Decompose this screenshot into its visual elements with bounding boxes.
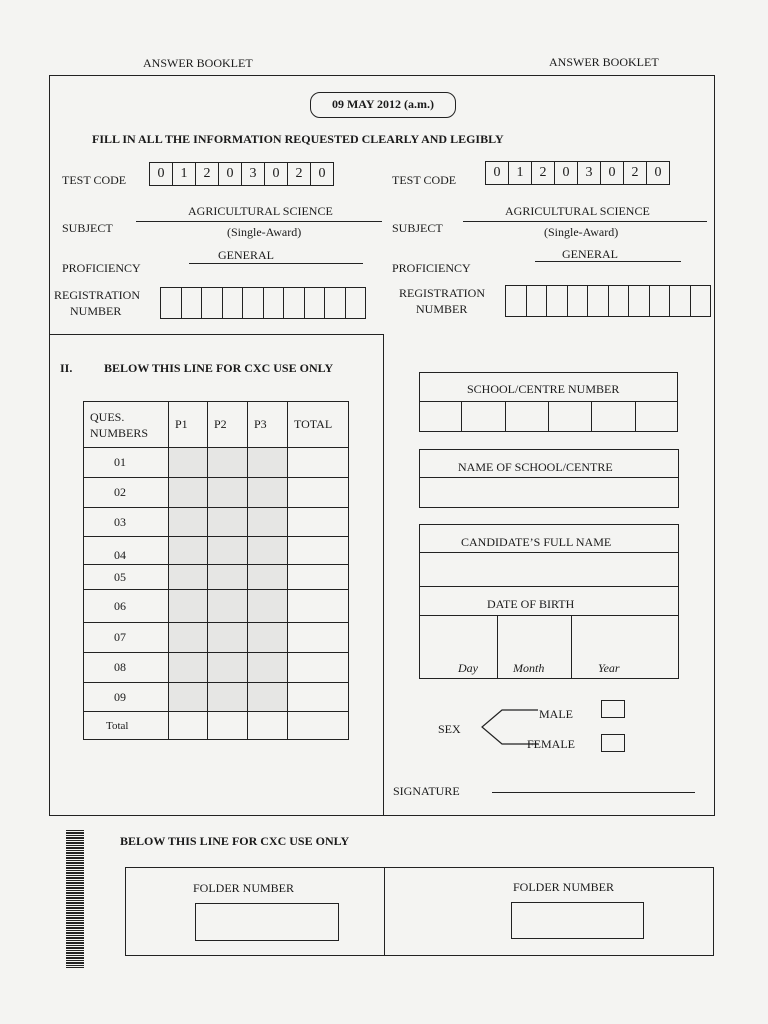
school-centre-number-label: SCHOOL/CENTRE NUMBER bbox=[467, 382, 620, 396]
row-label: 07 bbox=[84, 623, 169, 653]
left-proficiency-value: GENERAL bbox=[218, 248, 274, 262]
right-test-code-digit: 0 bbox=[601, 162, 624, 184]
sex-male-label: MALE bbox=[539, 707, 573, 721]
left-test-code-boxes bbox=[149, 162, 334, 186]
folder-number-label-right: FOLDER NUMBER bbox=[513, 880, 615, 894]
left-proficiency-label: PROFICIENCY bbox=[62, 261, 141, 275]
barcode-image bbox=[66, 830, 84, 968]
row-label: 01 bbox=[84, 448, 169, 478]
row-label: 09 bbox=[84, 683, 169, 712]
table-row bbox=[84, 590, 349, 623]
right-proficiency-line bbox=[535, 261, 681, 262]
right-header-title: ANSWER BOOKLET bbox=[549, 55, 659, 69]
right-test-code-digit: 2 bbox=[624, 162, 647, 184]
right-subject-value: AGRICULTURAL SCIENCE bbox=[505, 204, 650, 218]
section-two-numeral: II. bbox=[60, 361, 73, 375]
right-test-code-digit: 0 bbox=[555, 162, 578, 184]
left-test-code-digit: 1 bbox=[173, 163, 196, 185]
left-registration-label: NUMBER bbox=[70, 304, 122, 318]
right-registration-label: REGISTRATION bbox=[399, 286, 485, 300]
dob-month-label: Month bbox=[513, 661, 545, 675]
row-label: 08 bbox=[84, 653, 169, 683]
row-label: 04 bbox=[84, 537, 169, 565]
table-row bbox=[84, 537, 349, 565]
right-subject-label: SUBJECT bbox=[392, 221, 443, 235]
school-centre-number-cells[interactable] bbox=[419, 401, 678, 432]
header-p3: P3 bbox=[248, 402, 288, 448]
right-proficiency-label: PROFICIENCY bbox=[392, 261, 471, 275]
folder-number-label-left: FOLDER NUMBER bbox=[193, 881, 295, 895]
right-proficiency-value: GENERAL bbox=[562, 247, 618, 261]
left-subject-label: SUBJECT bbox=[62, 221, 113, 235]
signature-line[interactable] bbox=[492, 792, 695, 793]
marks-table-header bbox=[84, 402, 349, 448]
table-row bbox=[84, 623, 349, 653]
fill-in-instruction: FILL IN ALL THE INFORMATION REQUESTED CLEARLY AND LEGIBLY bbox=[92, 132, 504, 146]
folder-number-field-left[interactable] bbox=[195, 903, 339, 941]
left-registration-boxes[interactable] bbox=[160, 287, 366, 319]
school-name-label: NAME OF SCHOOL/CENTRE bbox=[458, 460, 613, 474]
right-test-code-digit: 1 bbox=[509, 162, 532, 184]
table-row bbox=[84, 565, 349, 590]
marks-table bbox=[83, 401, 349, 740]
header-p1: P1 bbox=[169, 402, 208, 448]
left-subject-value: AGRICULTURAL SCIENCE bbox=[188, 204, 333, 218]
dob-day-label: Day bbox=[458, 661, 478, 675]
table-row bbox=[84, 653, 349, 683]
right-test-code-digit: 3 bbox=[578, 162, 601, 184]
header-p2: P2 bbox=[208, 402, 248, 448]
right-registration-label: NUMBER bbox=[416, 302, 468, 316]
sex-female-checkbox[interactable] bbox=[601, 734, 625, 752]
left-test-code-digit: 0 bbox=[265, 163, 288, 185]
table-row bbox=[84, 683, 349, 712]
left-test-code-digit: 2 bbox=[288, 163, 311, 185]
left-proficiency-line bbox=[189, 263, 363, 264]
bottom-section-title: BELOW THIS LINE FOR CXC USE ONLY bbox=[120, 834, 350, 848]
right-test-code-boxes bbox=[485, 161, 670, 185]
right-test-code-digit: 0 bbox=[654, 165, 662, 180]
left-test-code-digit: 0 bbox=[150, 163, 173, 185]
table-row bbox=[84, 448, 349, 478]
left-test-code-digit: 0 bbox=[318, 166, 326, 181]
header-ques: QUES. bbox=[90, 409, 125, 424]
signature-label: SIGNATURE bbox=[393, 784, 460, 798]
row-label: 06 bbox=[84, 590, 169, 623]
left-subject-note: (Single-Award) bbox=[227, 225, 302, 239]
left-registration-label: REGISTRATION bbox=[54, 288, 140, 302]
right-test-code-label: TEST CODE bbox=[392, 173, 457, 187]
row-label: 05 bbox=[84, 565, 169, 590]
table-row bbox=[84, 712, 349, 740]
section-two-title: BELOW THIS LINE FOR CXC USE ONLY bbox=[104, 361, 334, 375]
sex-label: SEX bbox=[438, 722, 461, 736]
table-row bbox=[84, 478, 349, 508]
sex-male-checkbox[interactable] bbox=[601, 700, 625, 718]
row-label: 02 bbox=[84, 478, 169, 508]
school-name-box[interactable] bbox=[419, 449, 679, 508]
row-label: 03 bbox=[84, 508, 169, 537]
right-registration-boxes[interactable] bbox=[505, 285, 711, 317]
left-test-code-label: TEST CODE bbox=[62, 173, 127, 187]
sex-female-label: FEMALE bbox=[527, 737, 575, 751]
table-row bbox=[84, 508, 349, 537]
left-subject-line bbox=[136, 221, 382, 222]
left-test-code-digit: 0 bbox=[219, 163, 242, 185]
right-test-code-digit: 2 bbox=[532, 162, 555, 184]
right-subject-note: (Single-Award) bbox=[544, 225, 619, 239]
left-test-code-digit: 3 bbox=[242, 163, 265, 185]
left-test-code-digit: 2 bbox=[196, 163, 219, 185]
left-header-title: ANSWER BOOKLET bbox=[143, 56, 253, 70]
candidate-name-field[interactable] bbox=[419, 553, 679, 585]
date-of-birth-label: DATE OF BIRTH bbox=[487, 597, 575, 611]
folder-number-field-right[interactable] bbox=[511, 902, 644, 939]
right-subject-line bbox=[463, 221, 707, 222]
row-label: Total bbox=[84, 712, 169, 740]
dob-year-label: Year bbox=[598, 661, 620, 675]
exam-date-label: 09 MAY 2012 (a.m.) bbox=[310, 92, 456, 118]
header-numbers: NUMBERS bbox=[90, 425, 149, 440]
right-test-code-digit: 0 bbox=[486, 162, 509, 184]
candidate-name-label: CANDIDATE’S FULL NAME bbox=[461, 535, 612, 549]
header-total: TOTAL bbox=[288, 402, 349, 448]
